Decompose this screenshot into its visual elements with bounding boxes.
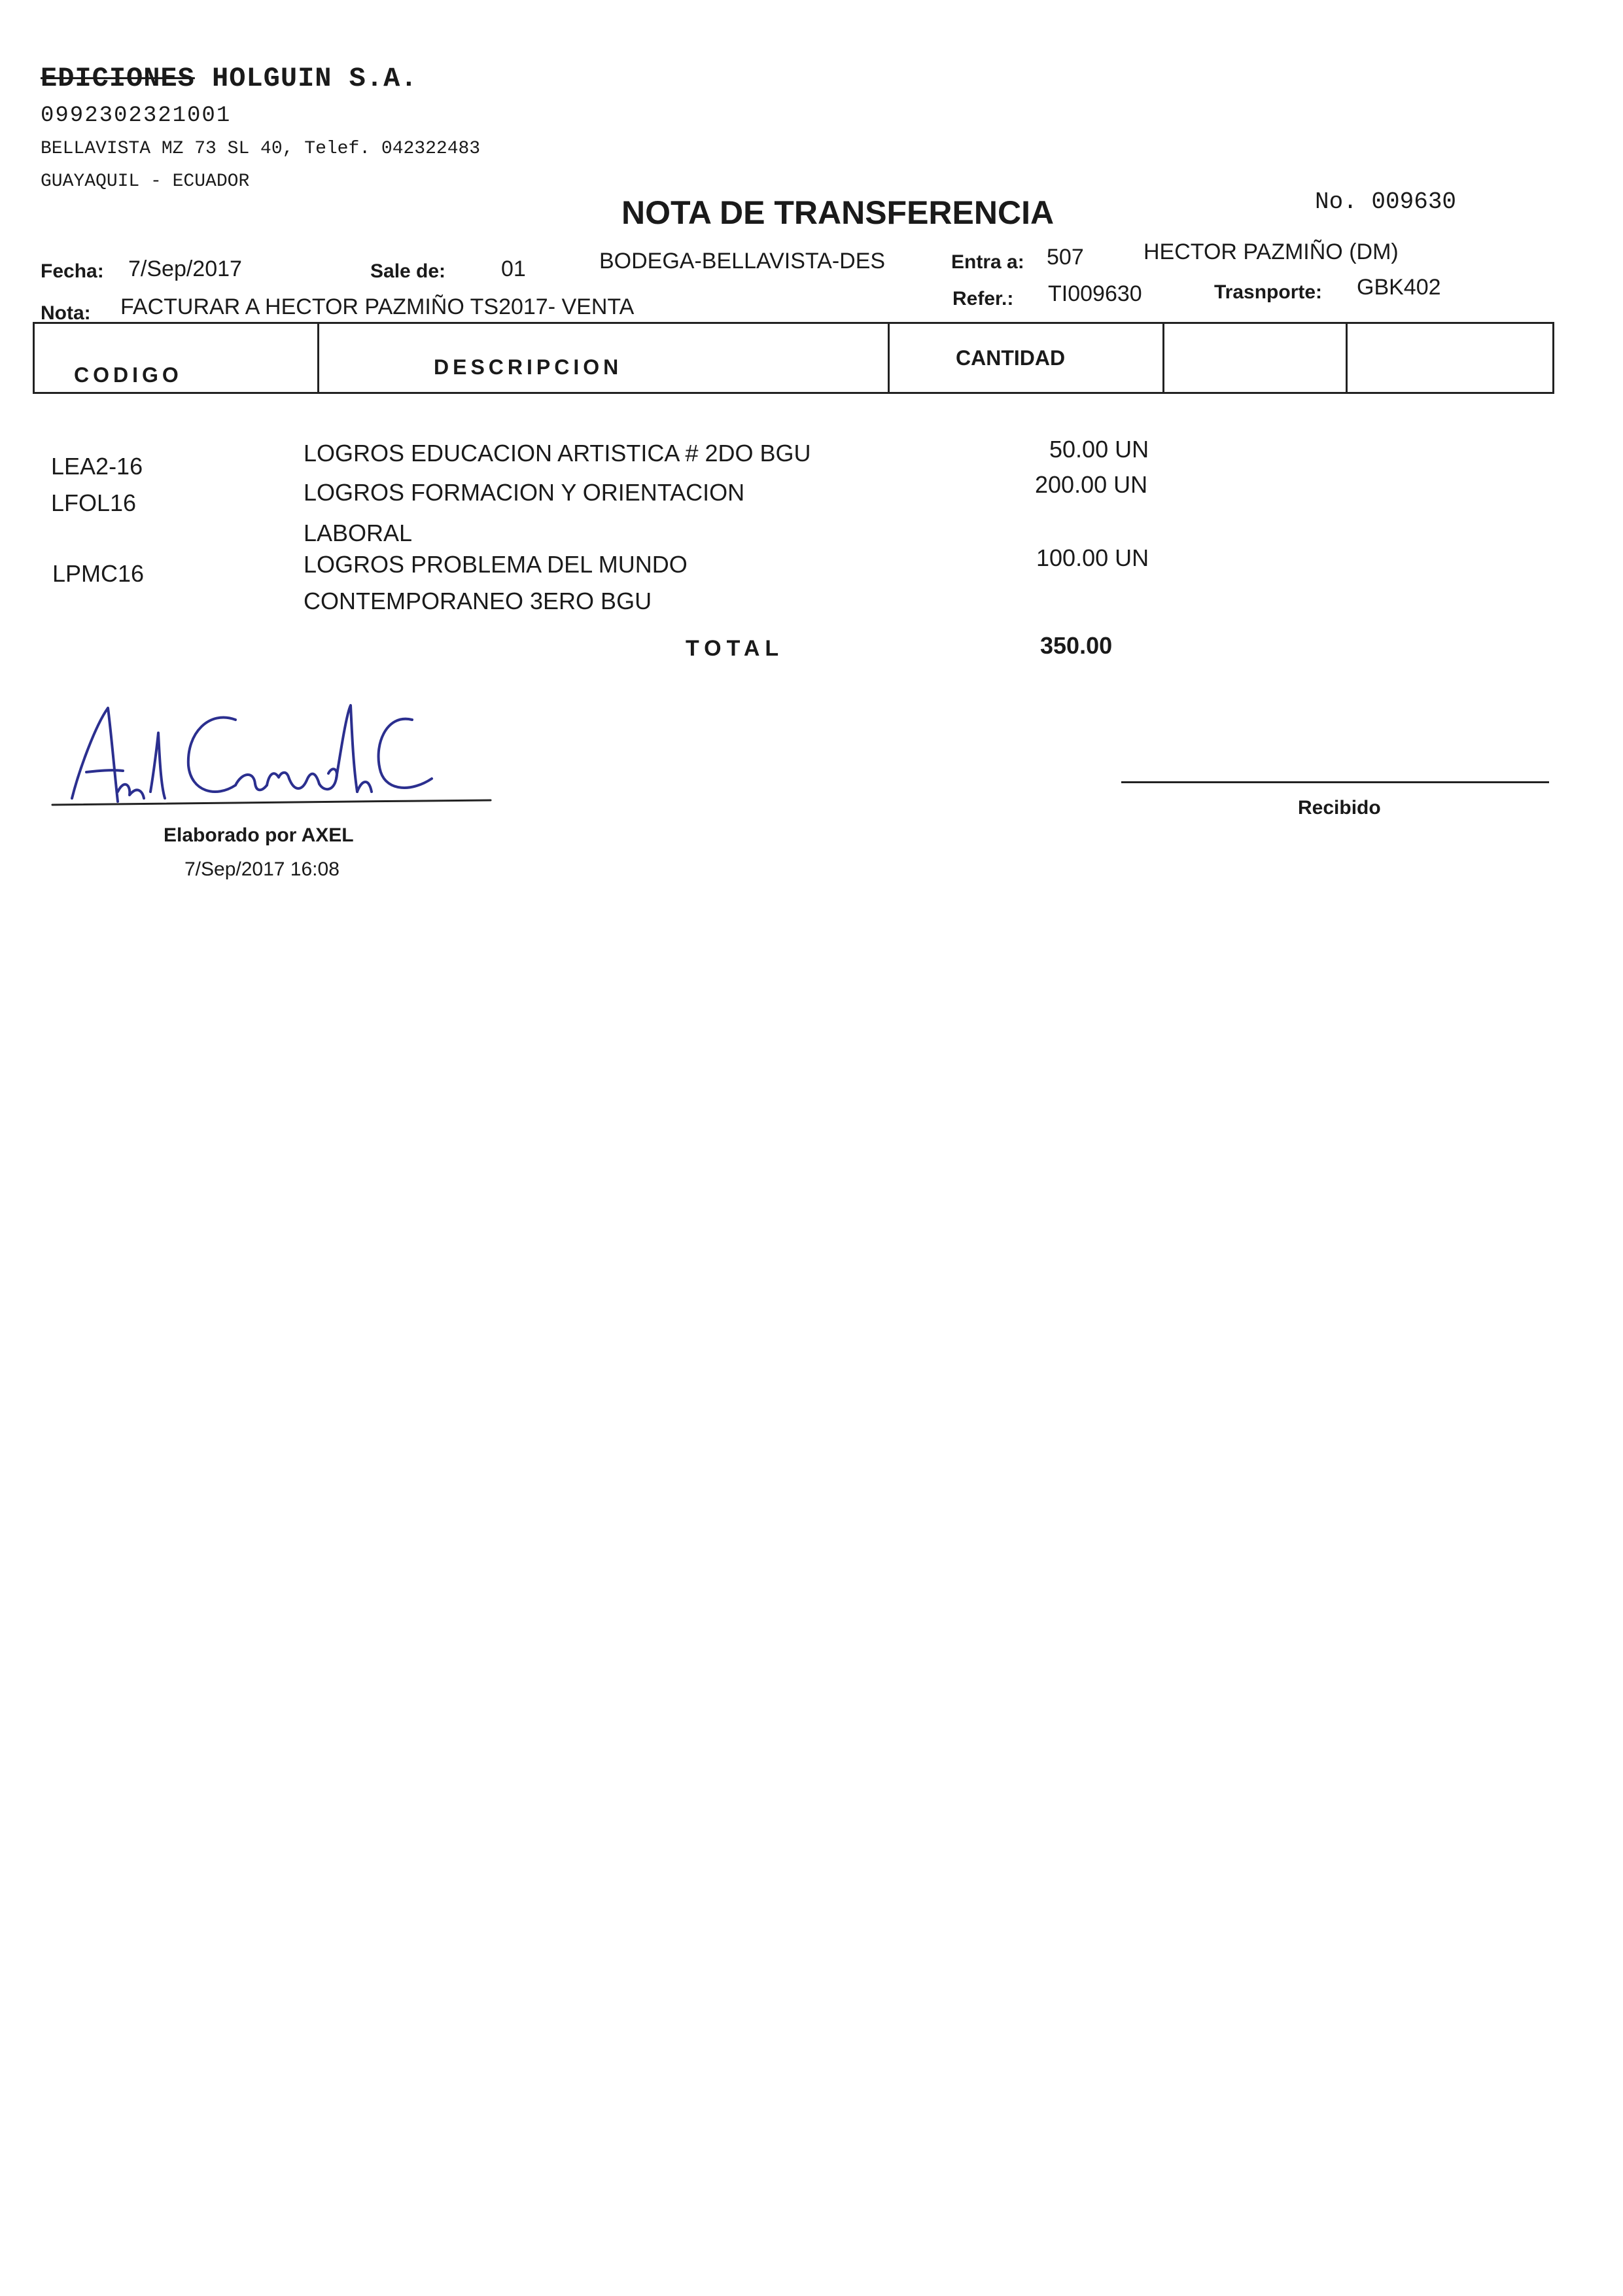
recibido-label: Recibido	[1298, 797, 1381, 819]
column-header-cantidad: CANTIDAD	[956, 346, 1066, 370]
elaborado-date: 7/Sep/2017 16:08	[184, 858, 340, 880]
table-divider	[888, 324, 890, 392]
sale-name: BODEGA-BELLAVISTA-DES	[599, 249, 886, 274]
table-divider	[1346, 324, 1348, 392]
row-2-codigo: LFOL16	[51, 489, 137, 516]
refer-value: TI009630	[1048, 281, 1142, 306]
recibido-line	[1121, 781, 1549, 783]
nota-label: Nota:	[41, 302, 91, 324]
fecha-value: 7/Sep/2017	[128, 256, 242, 281]
company-address: BELLAVISTA MZ 73 SL 40, Telef. 042322483	[41, 139, 481, 159]
signature	[46, 694, 504, 818]
column-header-descripcion: DESCRIPCION	[434, 355, 623, 379]
row-2-descripcion-line-1: LOGROS FORMACION Y ORIENTACION	[304, 479, 745, 506]
total-label: TOTAL	[686, 636, 784, 661]
document-number: No. 009630	[1315, 188, 1457, 215]
row-1-descripcion-line-1: LOGROS EDUCACION ARTISTICA # 2DO BGU	[304, 440, 811, 467]
company-name-struck: EDICIONES	[41, 63, 195, 94]
company-ruc: 0992302321001	[41, 103, 232, 128]
company-name-rest: HOLGUIN S.A.	[194, 63, 418, 94]
entra-name: HECTOR PAZMIÑO (DM)	[1143, 239, 1399, 264]
transporte-label: Trasnporte:	[1214, 281, 1323, 303]
sale-code: 01	[501, 256, 526, 281]
row-2-cantidad: 200.00 UN	[1035, 471, 1148, 498]
row-2-descripcion-line-2: LABORAL	[304, 520, 413, 546]
total-value: 350.00	[1040, 632, 1113, 659]
transporte-value: GBK402	[1357, 275, 1441, 300]
row-1-cantidad: 50.00 UN	[1049, 436, 1149, 463]
table-header-frame	[33, 322, 1554, 394]
company-name	[41, 63, 418, 94]
nota-value: FACTURAR A HECTOR PAZMIÑO TS2017- VENTA	[120, 294, 635, 319]
document-title: NOTA DE TRANSFERENCIA	[621, 194, 1055, 231]
column-header-codigo: CODIGO	[74, 363, 183, 387]
row-1-codigo: LEA2-16	[51, 453, 143, 480]
row-3-descripcion-line-1: LOGROS PROBLEMA DEL MUNDO	[304, 551, 688, 578]
refer-label: Refer.:	[952, 288, 1014, 309]
table-divider	[1162, 324, 1164, 392]
fecha-label: Fecha:	[41, 260, 104, 282]
company-city: GUAYAQUIL - ECUADOR	[41, 171, 250, 192]
table-divider	[317, 324, 319, 392]
row-3-codigo: LPMC16	[52, 560, 145, 587]
row-3-cantidad: 100.00 UN	[1036, 544, 1149, 571]
sale-label: Sale de:	[370, 260, 446, 282]
row-3-descripcion-line-2: CONTEMPORANEO 3ERO BGU	[304, 588, 652, 614]
entra-label: Entra a:	[951, 251, 1024, 273]
entra-code: 507	[1047, 245, 1084, 270]
elaborado-por: Elaborado por AXEL	[164, 824, 354, 846]
